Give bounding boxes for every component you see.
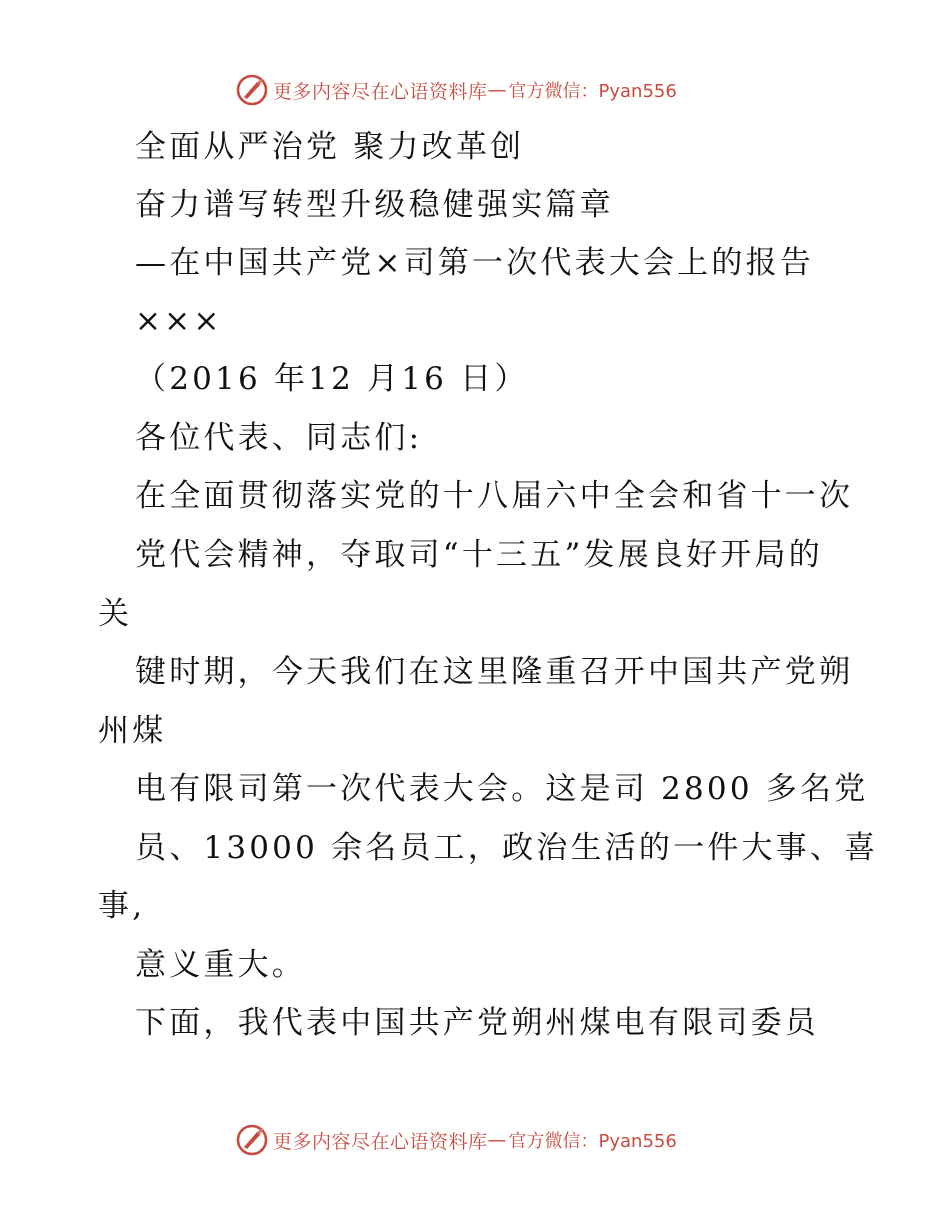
watermark-dash: — [487, 79, 507, 101]
date-line: （2016 年12 月16 日） [135, 361, 529, 397]
subtitle-line: —在中国共产党×司第一次代表大会上的报告 [135, 245, 814, 281]
footer-watermark [235, 1122, 677, 1158]
body-line: 在全面贯彻落实党的十八届六中全会和省十一次 [135, 478, 854, 514]
watermark-main-text: 更多内容尽在心语资料库 [273, 1130, 488, 1153]
body-line: 意义重大。 [135, 947, 306, 983]
body-line: 党代会精神，夺取司“十三五”发展良好开局的 [135, 537, 823, 573]
body-line: 员、13000 余名员工，政治生活的一件大事、喜 [135, 830, 879, 866]
body-line: 关 [98, 596, 133, 632]
quill-circle-icon [235, 1123, 269, 1157]
author-line: ××× [135, 303, 223, 339]
salutation-line: 各位代表、同志们: [135, 420, 423, 456]
title-line-2: 奋力谱写转型升级稳健强实篇章 [135, 187, 614, 223]
title-line-1: 全面从严治党 聚力改革创 [135, 129, 525, 165]
watermark-sub-text: 官方微信：Pyan556 [508, 1131, 677, 1152]
watermark-main-text: 更多内容尽在心语资料库 [273, 80, 488, 103]
body-line: 下面，我代表中国共产党朔州煤电有限司委员 [135, 1005, 819, 1041]
watermark-sub-text: 官方微信：Pyan556 [508, 81, 677, 102]
watermark-dash: — [487, 1129, 507, 1151]
body-line: 事, [98, 888, 146, 924]
body-line: 电有限司第一次代表大会。这是司 2800 多名党 [135, 771, 869, 807]
quill-circle-icon [235, 73, 269, 107]
body-line: 州煤 [98, 713, 167, 749]
body-line: 键时期，今天我们在这里隆重召开中国共产党朔 [135, 654, 854, 690]
header-watermark [235, 72, 677, 108]
